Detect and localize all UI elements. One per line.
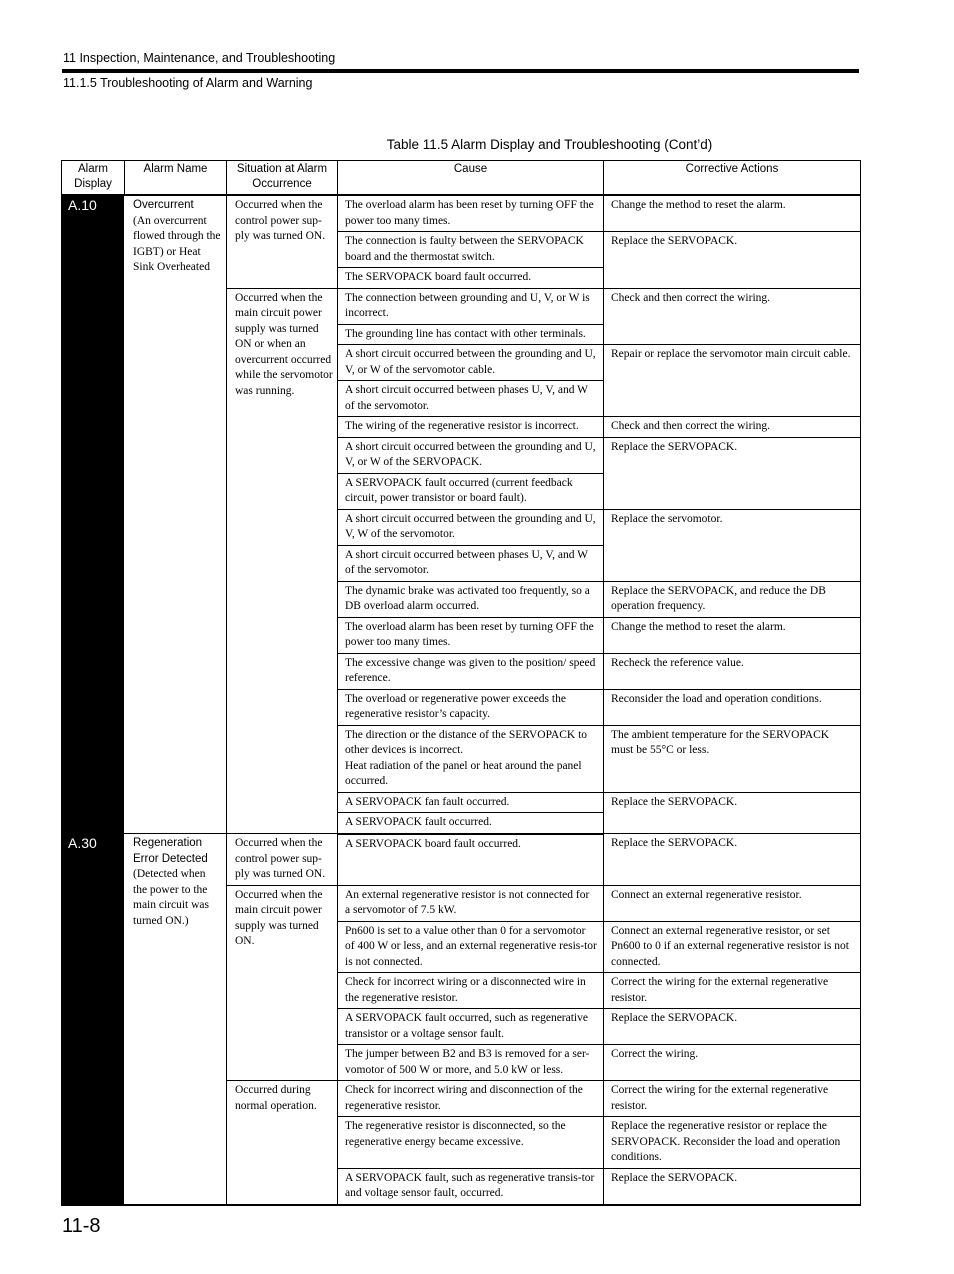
action-cell: Replace the SERVOPACK.: [604, 792, 861, 834]
cause-cell: A SERVOPACK fault, such as regenerative transis-tor and voltage sensor fault, occurred.: [338, 1168, 604, 1205]
cause-cell: The overload or regenerative power exceeds the regenerative resistor’s capacity.: [338, 689, 604, 725]
alarm-table: [61, 160, 861, 1206]
action-cell: Replace the SERVOPACK.: [604, 437, 861, 509]
cause-cell: A SERVOPACK fault occurred (current feedback circuit, power transistor or board fault).: [338, 473, 604, 509]
alarm-name-a30-title: Regeneration Error Detected: [133, 837, 208, 865]
cause-cell: A SERVOPACK fault occurred.: [338, 813, 604, 834]
cause-cell: An external regenerative resistor is not connected for a servomotor of 7.5 kW.: [338, 885, 604, 921]
table-caption-text: Table 11.5 Alarm Display and Troubleshooting (Cont’d): [386, 137, 713, 152]
cause-cell: The jumper between B2 and B3 is removed for a ser-vomotor of 500 W or more, and 5.0 kW or less.: [338, 1045, 604, 1081]
header-rule: [62, 69, 859, 73]
action-cell: Replace the SERVOPACK, and reduce the DB operation frequency.: [604, 581, 861, 617]
cause-line: The direction or the distance of the SERVOPACK to other devices is incorrect.: [345, 728, 588, 756]
cause-cell: [338, 725, 604, 792]
alarm-name-a30: [125, 834, 227, 1205]
action-cell: Replace the SERVOPACK.: [604, 1168, 861, 1205]
action-cell: Repair or replace the servomotor main circuit cable.: [604, 345, 861, 417]
action-cell: Recheck the reference value.: [604, 653, 861, 689]
cause-cell: A short circuit occurred between the grounding and U, V, or W of the SERVOPACK.: [338, 437, 604, 473]
cause-cell: A short circuit occurred between phases U, V, and W of the servomotor.: [338, 545, 604, 581]
col-header-alarm-name: Alarm Name: [125, 161, 227, 196]
table-row: [62, 195, 861, 232]
cause-cell: A short circuit occurred between phases U, V, and W of the servomotor.: [338, 381, 604, 417]
action-cell: The ambient temperature for the SERVOPACK must be 55°C or less.: [604, 725, 861, 792]
section-header: 11.1.5 Troubleshooting of Alarm and Warning: [63, 76, 313, 90]
cause-cell: A SERVOPACK fault occurred, such as regenerative transistor or a voltage sensor fault.: [338, 1009, 604, 1045]
page-number: 11-8: [62, 1215, 101, 1237]
action-cell: Reconsider the load and operation conditions.: [604, 689, 861, 725]
alarm-code-a30: A.30: [62, 834, 125, 1205]
action-cell: Replace the SERVOPACK.: [604, 232, 861, 289]
action-cell: Replace the SERVOPACK.: [604, 1009, 861, 1045]
table-row: [62, 834, 861, 886]
chapter-header: 11 Inspection, Maintenance, and Troubleshooting: [63, 51, 336, 65]
action-cell: Correct the wiring.: [604, 1045, 861, 1081]
col-header-cause: Cause: [338, 161, 604, 196]
situation-a10-control-power: Occurred when the control power sup-ply was turned ON.: [227, 195, 338, 288]
cause-line: Heat radiation of the panel or heat around the panel occurred.: [345, 759, 582, 787]
cause-cell: A short circuit occurred between the grounding and U, V, or W of the servomotor cable.: [338, 345, 604, 381]
cause-cell: A SERVOPACK fan fault occurred.: [338, 792, 604, 813]
cause-cell: The connection is faulty between the SERVOPACK board and the thermostat switch.: [338, 232, 604, 268]
cause-cell: The connection between grounding and U, V, or W is incorrect.: [338, 288, 604, 324]
cause-cell: Pn600 is set to a value other than 0 for a servomotor of 400 W or less, and an external regenerative resis-tor is not connected.: [338, 921, 604, 973]
cause-cell: The grounding line has contact with other terminals.: [338, 324, 604, 345]
action-cell: Connect an external regenerative resistor.: [604, 885, 861, 921]
cause-cell: The SERVOPACK board fault occurred.: [338, 268, 604, 289]
alarm-name-a30-desc: (Detected when the power to the main circuit was turned ON.): [133, 868, 210, 927]
cause-cell: A SERVOPACK board fault occurred.: [338, 834, 604, 886]
action-cell: Change the method to reset the alarm.: [604, 617, 861, 653]
cause-cell: The excessive change was given to the position/ speed reference.: [338, 653, 604, 689]
action-cell: Replace the regenerative resistor or replace the SERVOPACK. Reconsider the load and operation conditions.: [604, 1117, 861, 1169]
action-cell: Correct the wiring for the external regenerative resistor.: [604, 973, 861, 1009]
cause-cell: The overload alarm has been reset by turning OFF the power too many times.: [338, 195, 604, 232]
situation-a30-normal-operation: Occurred during normal operation.: [227, 1081, 338, 1205]
cause-cell: The overload alarm has been reset by turning OFF the power too many times.: [338, 617, 604, 653]
alarm-name-a10: [125, 195, 227, 834]
situation-a30-main-circuit: Occurred when the main circuit power supply was turned ON.: [227, 885, 338, 1081]
alarm-code-a10: A.10: [62, 195, 125, 834]
col-header-alarm-display: Alarm Display: [62, 161, 125, 196]
action-cell: Check and then correct the wiring.: [604, 417, 861, 438]
action-cell: Check and then correct the wiring.: [604, 288, 861, 345]
action-cell: Correct the wiring for the external regenerative resistor.: [604, 1081, 861, 1117]
cause-cell: Check for incorrect wiring or a disconnected wire in the regenerative resistor.: [338, 973, 604, 1009]
action-cell: Connect an external regenerative resistor, or set Pn600 to 0 if an external regenerative resistor is not connected.: [604, 921, 861, 973]
action-cell: Replace the SERVOPACK.: [604, 834, 861, 886]
cause-cell: The wiring of the regenerative resistor is incorrect.: [338, 417, 604, 438]
col-header-corrective-actions: Corrective Actions: [604, 161, 861, 196]
action-cell: Replace the servomotor.: [604, 509, 861, 581]
cause-cell: A short circuit occurred between the grounding and U, V, W of the servomotor.: [338, 509, 604, 545]
col-header-situation: Situation at Alarm Occurrence: [227, 161, 338, 196]
alarm-name-a10-desc: (An overcurrent flowed through the IGBT) or Heat Sink Overheated: [133, 214, 221, 273]
table-header-row: [62, 161, 861, 196]
cause-cell: The dynamic brake was activated too frequently, so a DB overload alarm occurred.: [338, 581, 604, 617]
alarm-name-a10-title: Overcurrent: [133, 199, 194, 211]
situation-a30-control-power: Occurred when the control power sup-ply was turned ON.: [227, 834, 338, 886]
table-caption: [0, 137, 954, 152]
action-cell: Change the method to reset the alarm.: [604, 195, 861, 232]
cause-cell: Check for incorrect wiring and disconnection of the regenerative resistor.: [338, 1081, 604, 1117]
cause-cell: The regenerative resistor is disconnected, so the regenerative energy became excessive.: [338, 1117, 604, 1169]
situation-a10-main-circuit: Occurred when the main circuit power supply was turned ON or when an overcurrent occurred while the servomotor was running.: [227, 288, 338, 834]
